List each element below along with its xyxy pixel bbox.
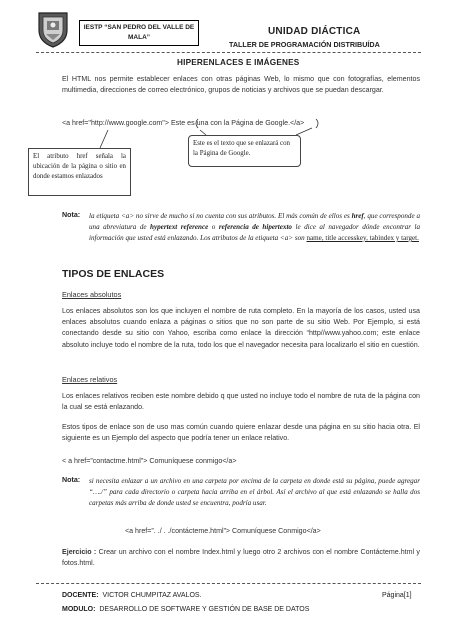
intro-paragraph: El HTML nos permite establecer enlaces con otras páginas Web, lo mismo que con fotografías, elementos multimedia, direcciones de correo electrónico, grupos de noticias y archivos que se puedan descargar. (62, 75, 420, 95)
footer-modulo (62, 606, 309, 613)
footer-docente (62, 592, 202, 599)
institution-name: IESTP “SAN PEDRO DEL VALLE DE MALA” (83, 24, 195, 41)
note-href: href (351, 212, 364, 220)
header-subtitle: TALLER DE PROGRAMACIÓN DISTRIBUÍDA (229, 40, 380, 49)
modulo-label: MODULO: (62, 606, 96, 613)
example-code (62, 119, 304, 127)
absolute-links-title: Enlaces absolutos (62, 290, 122, 299)
exercise-label: Ejercicio : (62, 548, 97, 556)
page-number: Página[1] (382, 592, 412, 599)
exercise (62, 547, 420, 569)
relative-links-text-1: Los enlaces relativos reciben este nombre debido q que usted no incluye todo el nombre de ruta de la página con la cual se está enlazando. (62, 392, 420, 412)
institution-logo (36, 10, 70, 48)
note2-label: Nota: (62, 476, 81, 484)
header-title: UNIDAD DIÁCTICA (268, 26, 361, 37)
note-text: , que corresponde a una abreviatura de (89, 212, 420, 231)
note2-body: si necesita enlazar a un archivo en una carpeta por encima de la carpeta en donde está su página, puede agregar “…./” para cada directorio o carpeta hacia arriba en el árbol. Así el archivo al que está enlazando se halla dos carpetas más arriba de donde usted se encuentra, podría usar. (89, 477, 420, 507)
href-callout: El atributo href señala la ubicación de la página o sitio en donde estamos enlazados (28, 148, 131, 196)
docente-label: DOCENTE: (62, 592, 99, 599)
exercise-text: Crear un archivo con el nombre Index.html y luego otro 2 archivos con el nombre Contácteme.html y fotos.html. (62, 548, 420, 568)
types-heading: TIPOS DE ENLACES (62, 268, 165, 280)
relative-links-text-2: Estos tipos de enlace son de uso mas común cuando quiere enlazar desde una página en su sitio hacia otra. El siguiente es un Ejemplo del aspecto que podría tener un enlace relativo. (62, 423, 420, 443)
absolute-links-text: Los enlaces absolutos son los que incluyen el nombre de ruta completo. En la mayoría de los casos, usted usa enlaces absolutos cuando enlaza a páginas o sitios que no son parte de su sitio Web. Por Ejemplo, si está conectando desde su sitio con Yahoo, escriba como enlace la dirección “http//www.yahoo.com; este enlace absoluto incluye todo el nombre de la ruta, todo los que el navegador necesita para localizarlo el sitio en cuestión. (62, 307, 420, 349)
note-attributes: name, title accesskey, tabindex y target. (306, 234, 419, 242)
note-label: Nota: (62, 211, 81, 219)
link-text-callout: Este es el texto que se enlazará con la Página de Google. (188, 135, 301, 167)
example-code-open: <a href="http://www.google.com"> (62, 119, 169, 127)
note-hypertext-reference: hypertext reference (150, 223, 209, 231)
example-code-text: Este es una con la Página de Google.</a> (168, 119, 305, 127)
note-text: le dice al navegador dónde encontrar la información que usted está enlazando. Los atributos de la etiqueta <a> son (89, 223, 421, 242)
footer-divider (36, 583, 421, 584)
modulo-name: DESARROLLO DE SOFTWARE Y GESTIÓN DE BASE DE DATOS (99, 606, 310, 613)
relative-link-code: < a href=”contactme.html”> Comuníquese conmigo</a> (62, 457, 237, 465)
note-text: o (208, 223, 219, 231)
note-body (89, 211, 420, 244)
institution-box (79, 20, 199, 46)
section-title: HIPERENLACES E IMÁGENES (177, 58, 300, 67)
relative-links-title: Enlaces relativos (62, 375, 118, 384)
docente-name: VICTOR CHUMPITAZ AVALOS. (102, 592, 202, 599)
note-text: la etiqueta <a> no sirve de mucho si no cuenta con sus atributos. El más común de ellos es (89, 212, 352, 220)
header-divider (36, 52, 421, 53)
note-referencia: referencia de hipertexto (218, 223, 292, 231)
note2-code: <a href=”. ./ . ./contácteme.html”> Comuníquese Conmigo</a> (125, 527, 321, 535)
